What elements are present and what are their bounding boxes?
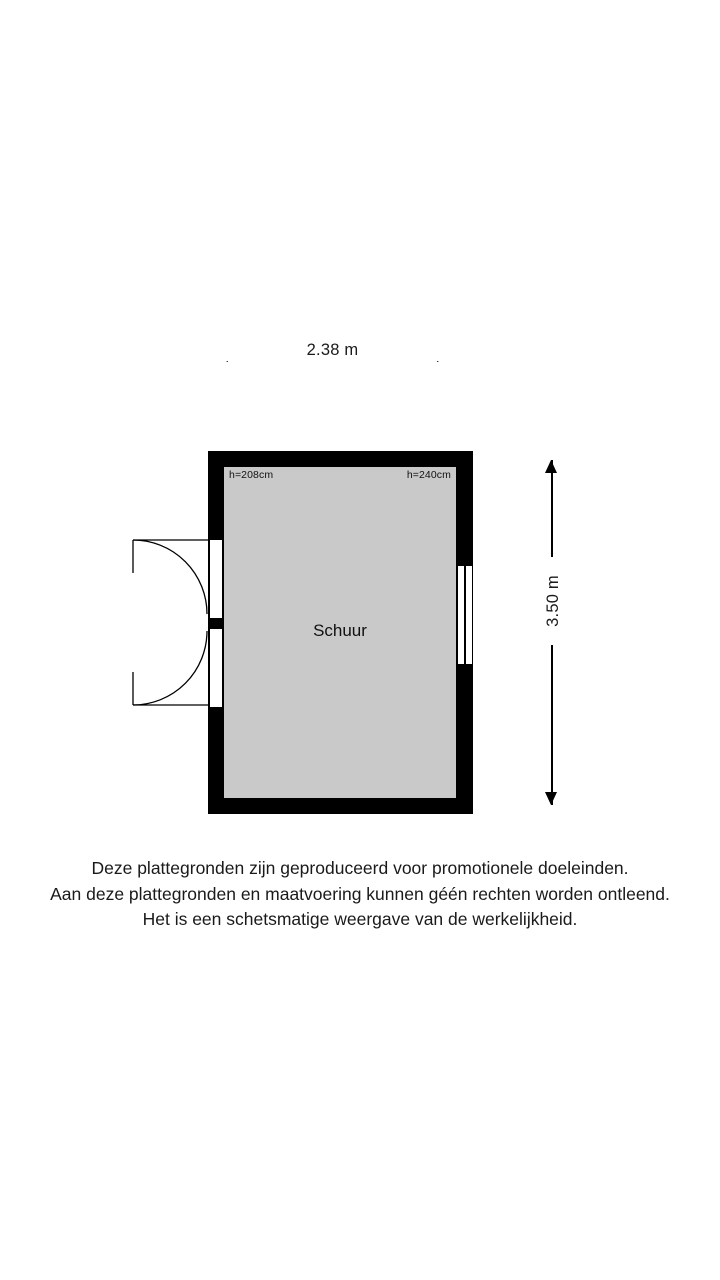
arrow-up-icon [545, 460, 557, 473]
depth-dimension [533, 460, 573, 805]
window-mullion [464, 565, 465, 665]
width-dimension [215, 340, 450, 374]
width-dimension-label: 2.38 m [215, 340, 450, 361]
door-jamb-outer [208, 629, 209, 707]
disclaimer-line-1: Deze plattegronden zijn geproduceerd voor promotionele doeleinden. [91, 858, 629, 878]
depth-dimension-label: 3.50 m [543, 557, 563, 645]
door-jamb-inner [222, 540, 223, 618]
door-swing-lower-icon [126, 627, 208, 707]
door-opening-lower [208, 629, 224, 707]
floor-plan [133, 446, 473, 818]
disclaimer-line-3: Het is een schetsmatige weergave van de werkelijkheid. [142, 909, 578, 929]
door-opening-upper [208, 540, 224, 618]
door-jamb-inner [222, 629, 223, 707]
arrow-down-icon [545, 792, 557, 805]
door-swing-upper-icon [126, 538, 208, 618]
door-jamb-outer [208, 540, 209, 618]
window-frame-bottom [457, 664, 473, 665]
room-label-schuur: Schuur [313, 621, 367, 640]
ceiling-height-left-label: h=208cm [229, 469, 274, 481]
window-frame-top [457, 565, 473, 566]
window-right-wall [457, 565, 473, 665]
disclaimer-text [0, 856, 720, 933]
ceiling-height-right-label: h=240cm [406, 469, 451, 481]
disclaimer-line-2: Aan deze plattegronden en maatvoering kunnen géén rechten worden ontleend. [50, 883, 670, 904]
